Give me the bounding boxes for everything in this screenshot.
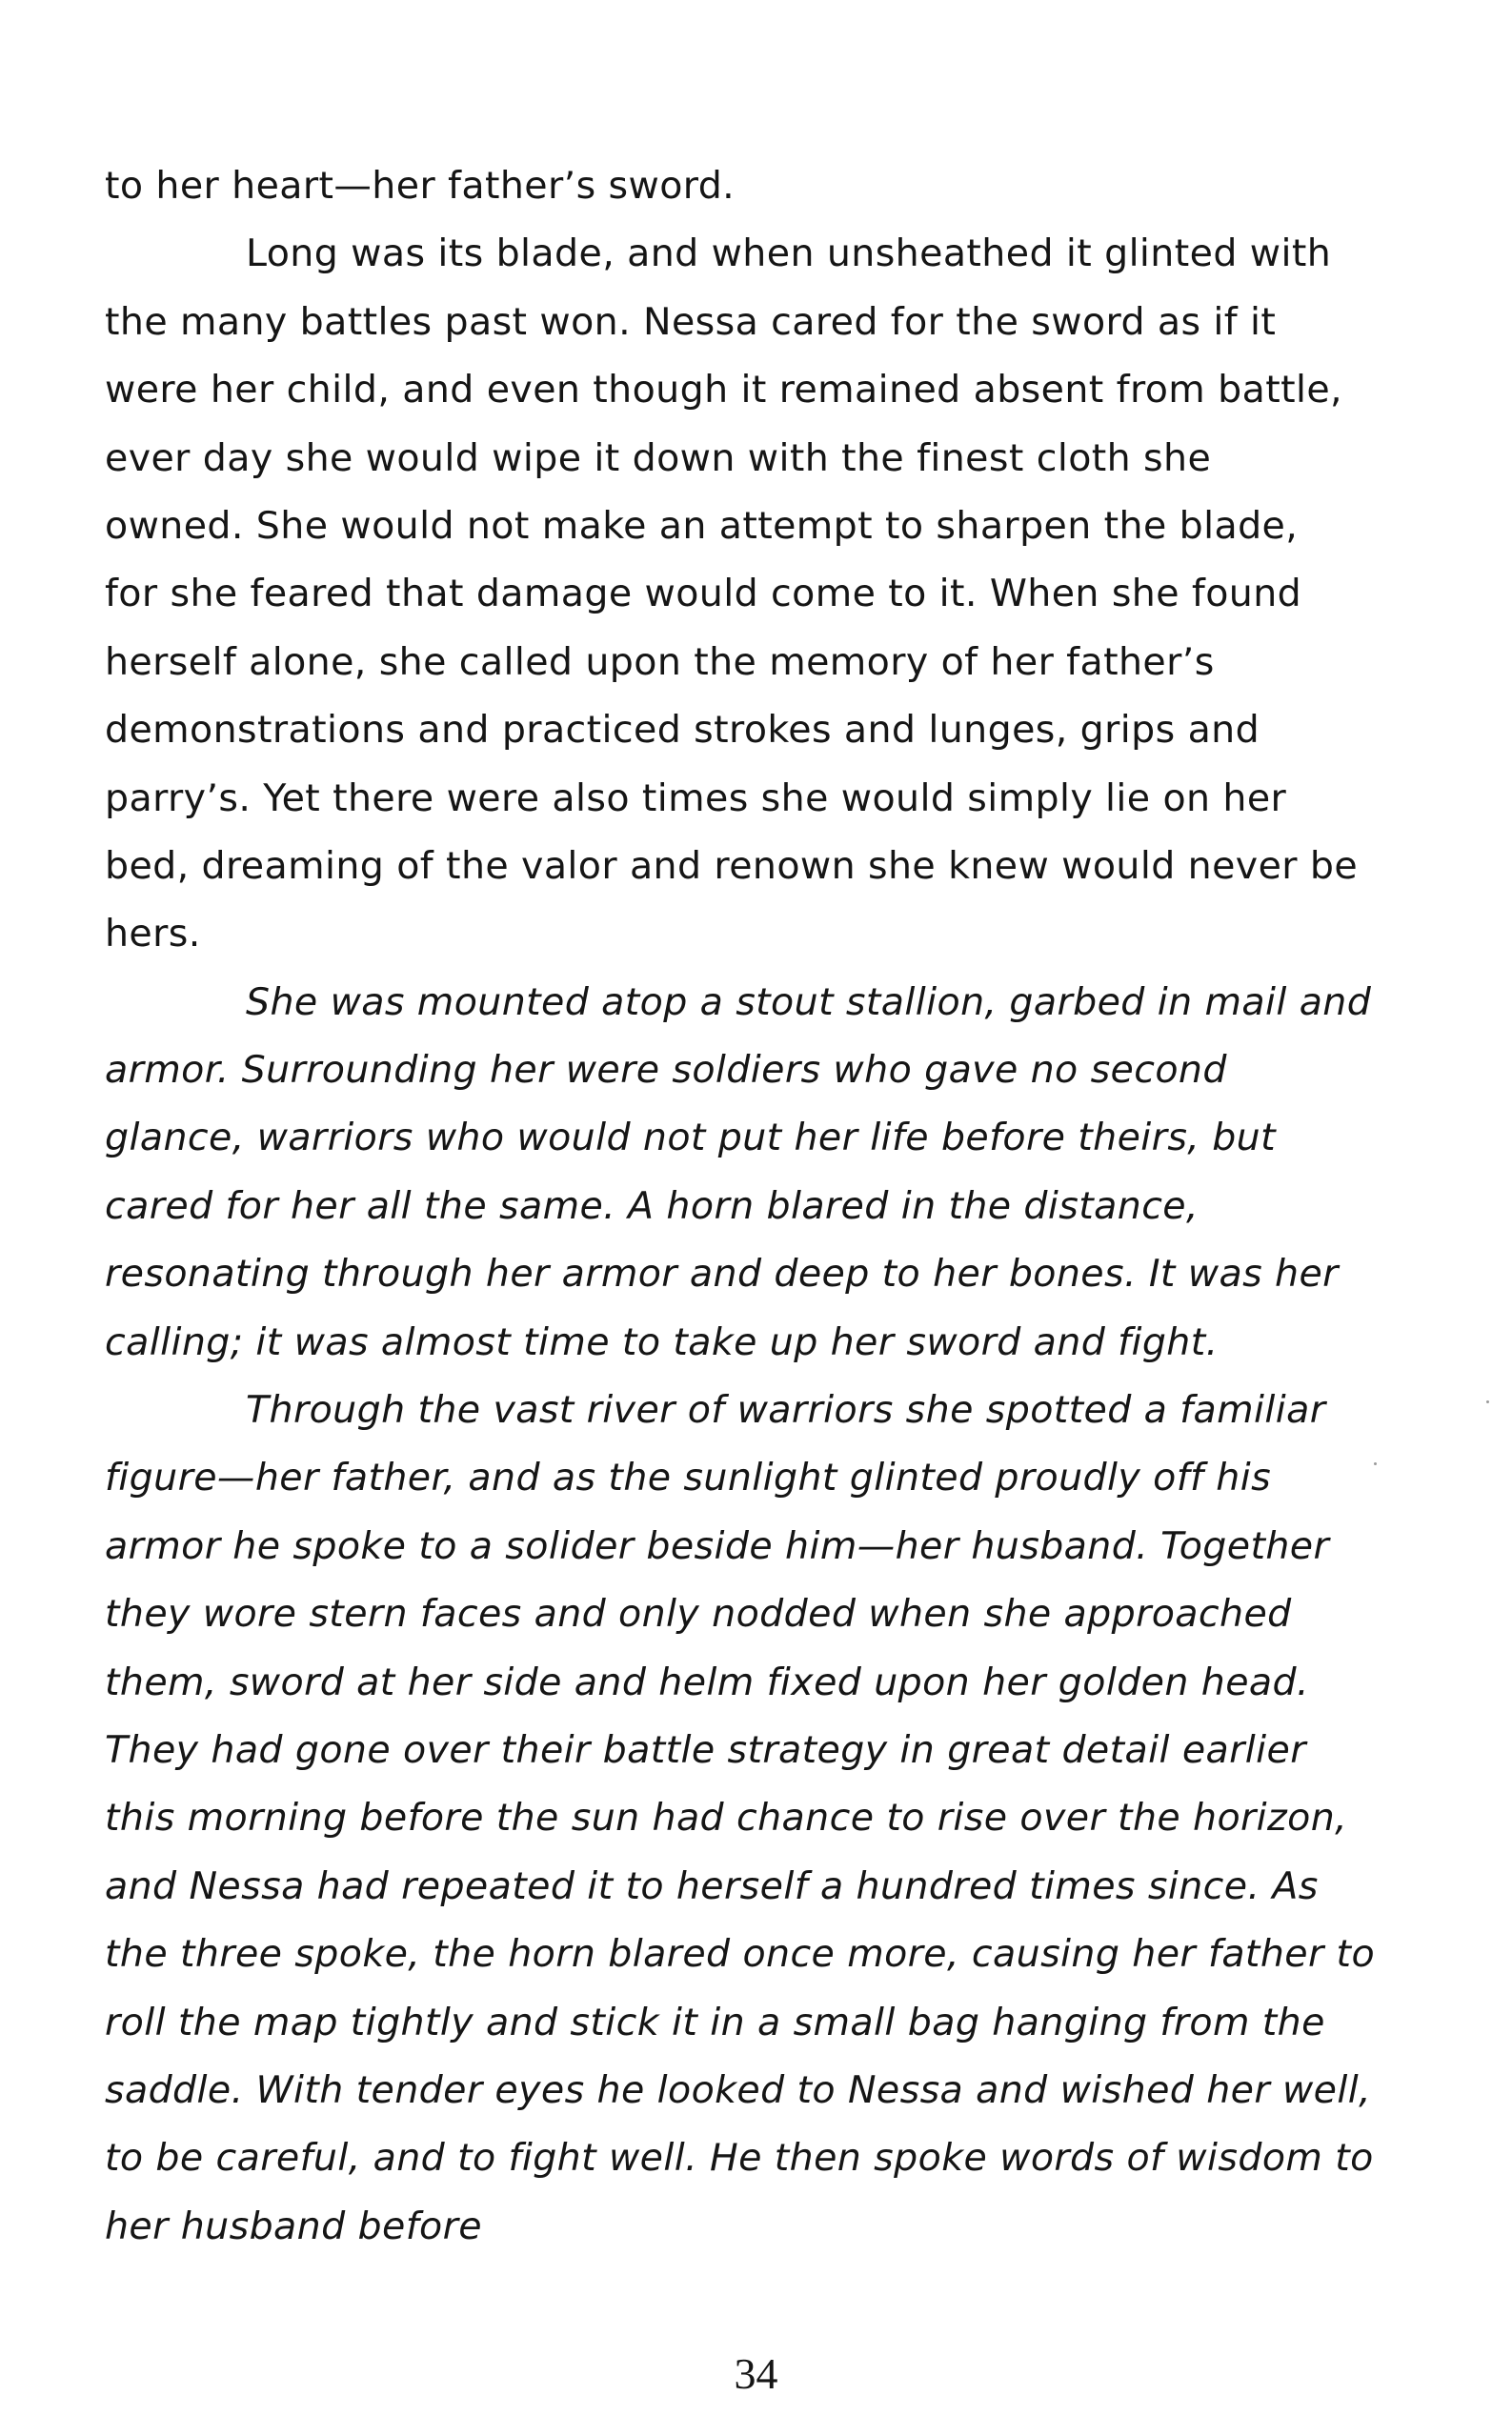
text-line: saddle. With tender eyes he looked to Nessa and wished her well,: [105, 2067, 1372, 2112]
paragraph: [105, 1377, 1401, 2261]
text-line: glance, warriors who would not put her life before theirs, but: [105, 1116, 1277, 1160]
text-line: bed, dreaming of the valor and renown she knew would never be: [105, 843, 1359, 888]
text-line: parry’s. Yet there were also times she would simply lie on her: [105, 775, 1287, 820]
text-line: and Nessa had repeated it to herself a hundred times since. As: [105, 1863, 1319, 1908]
paragraph: [105, 220, 1401, 968]
text-line: they wore stern faces and only nodded when she approached: [105, 1592, 1292, 1637]
text-line: her husband before: [105, 2204, 482, 2248]
text-line: this morning before the sun had chance to rise over the horizon,: [105, 1796, 1348, 1841]
text-line: Through the vast river of warriors she spotted a familiar: [246, 1388, 1326, 1433]
text-line: them, sword at her side and helm fixed upon her golden head.: [105, 1660, 1309, 1704]
scan-speck: [1486, 1400, 1489, 1403]
text-line: resonating through her armor and deep to her bones. It was her: [105, 1252, 1339, 1297]
text-line: figure—her father, and as the sunlight glinted proudly off his: [105, 1456, 1272, 1500]
page-number: 34: [734, 2349, 778, 2398]
text-line: ever day she would wipe it down with the finest cloth she: [105, 435, 1212, 480]
scan-speck: [1374, 1462, 1377, 1465]
text-line: roll the map tightly and stick it in a small bag hanging from the: [105, 2000, 1325, 2044]
text-line: to be careful, and to fight well. He then spoke words of wisdom to: [105, 2136, 1374, 2181]
paragraph: [105, 152, 1401, 220]
text-line: cared for her all the same. A horn blared in the distance,: [105, 1183, 1199, 1228]
text-line: to her heart—her father’s sword.: [105, 164, 736, 208]
text-line: She was mounted atop a stout stallion, garbed in mail and: [246, 979, 1372, 1024]
text-line: were her child, and even though it remained absent from battle,: [105, 368, 1342, 413]
text-line: armor. Surrounding her were soldiers who gave no second: [105, 1048, 1227, 1093]
body-text: [105, 152, 1401, 2261]
text-line: the three spoke, the horn blared once more, causing her father to: [105, 1932, 1376, 1977]
paragraph: [105, 969, 1401, 1377]
text-line: calling; it was almost time to take up her sword and fight.: [105, 1319, 1219, 1364]
text-line: for she feared that damage would come to it. When she found: [105, 572, 1302, 616]
text-line: owned. She would not make an attempt to sharpen the blade,: [105, 503, 1299, 548]
text-line: the many battles past won. Nessa cared for the sword as if it: [105, 299, 1277, 344]
text-line: herself alone, she called upon the memory of her father’s: [105, 639, 1215, 684]
text-line: demonstrations and practiced strokes and lunges, grips and: [105, 708, 1260, 753]
text-line: Long was its blade, and when unsheathed it glinted with: [246, 232, 1332, 276]
text-line: They had gone over their battle strategy in great detail earlier: [105, 1727, 1306, 1772]
text-line: hers.: [105, 912, 201, 956]
text-line: armor he spoke to a solider beside him—her husband. Together: [105, 1523, 1330, 1568]
